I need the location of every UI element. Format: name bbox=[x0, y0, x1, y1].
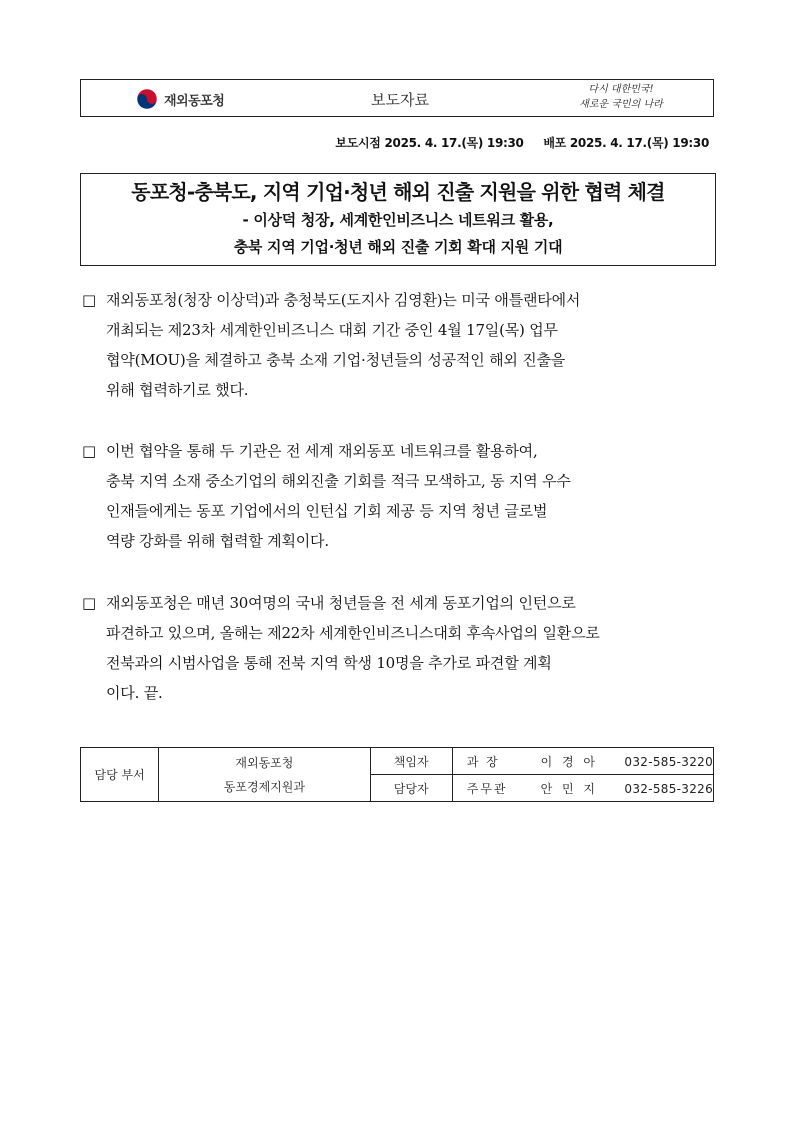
document-type-label: 보도자료 bbox=[371, 91, 429, 109]
contact-person bbox=[452, 775, 713, 802]
paragraph-line: 파견하고 있으며, 올해는 제22차 세계한인비즈니스대회 후속사업의 일환으로 bbox=[106, 624, 600, 642]
contact-phone: 032-585-3220 bbox=[624, 754, 713, 769]
paragraph-line: 전북과의 시범사업을 통해 전북 지역 학생 10명을 추가로 파견할 계획 bbox=[106, 654, 552, 672]
paragraph-line: 역량 강화를 위해 협력할 계획이다. bbox=[106, 532, 329, 550]
department-label: 담당 부서 bbox=[81, 748, 159, 802]
department-agency: 재외동포청 bbox=[235, 755, 294, 770]
contact-title: 주무관 bbox=[466, 781, 508, 796]
contact-title: 과 장 bbox=[466, 754, 500, 769]
contact-table bbox=[80, 747, 714, 802]
paragraph-line: 재외동포청은 매년 30여명의 국내 청년들을 전 세계 동포기업의 인턴으로 bbox=[106, 594, 576, 612]
distribution-value: 2025. 4. 17.(목) 19:30 bbox=[569, 136, 709, 150]
slogan-line-1: 다시 대한민국! bbox=[588, 84, 654, 95]
paragraph-line: 위해 협력하기로 했다. bbox=[106, 381, 249, 399]
paragraph-line: 이번 협약을 통해 두 기관은 전 세계 재외동포 네트워크를 활용하여, bbox=[106, 442, 538, 460]
main-title: 동포청-충북도, 지역 기업·청년 해외 진출 지원을 위한 협력 체결 bbox=[131, 180, 665, 204]
taegeuk-logo-icon bbox=[136, 88, 158, 110]
body-paragraph-2 bbox=[82, 436, 716, 556]
contact-role: 책임자 bbox=[370, 748, 452, 775]
agency-logo-text: 재외동포청 bbox=[164, 93, 225, 109]
contact-name: 이 경 아 bbox=[540, 754, 598, 769]
subtitle-line-2: 충북 지역 기업·청년 해외 진출 기회 확대 지원 기대 bbox=[233, 238, 563, 256]
distribution-label: 배포 bbox=[543, 136, 566, 150]
paragraph-line: 협약(MOU)을 체결하고 충북 소재 기업·청년들의 성공적인 해외 진출을 bbox=[106, 351, 566, 369]
department-name bbox=[159, 748, 370, 802]
contact-role: 담당자 bbox=[370, 775, 452, 802]
title-box bbox=[80, 173, 716, 266]
paragraph-line: 재외동포청(청장 이상덕)과 충청북도(도지사 김영환)는 미국 애틀랜타에서 bbox=[106, 291, 581, 309]
paragraph-line: 충북 지역 소재 중소기업의 해외진출 기회를 적극 모색하고, 동 지역 우수 bbox=[106, 472, 571, 490]
bullet-box-icon: □ bbox=[82, 594, 96, 612]
release-time-label: 보도시점 bbox=[335, 136, 381, 150]
bullet-box-icon: □ bbox=[82, 442, 96, 460]
slogan bbox=[566, 82, 676, 112]
release-info bbox=[335, 134, 709, 151]
release-time-value: 2025. 4. 17.(목) 19:30 bbox=[384, 136, 524, 150]
contact-row bbox=[81, 748, 714, 775]
contact-phone: 032-585-3226 bbox=[624, 781, 713, 796]
agency-logo bbox=[136, 88, 224, 110]
subtitle-line-1: - 이상덕 청장, 세계한인비즈니스 네트워크 활용, bbox=[242, 211, 554, 229]
slogan-line-2: 새로운 국민의 나라 bbox=[579, 99, 663, 110]
header-box bbox=[80, 79, 714, 117]
paragraph-line: 개최되는 제23차 세계한인비즈니스 대회 기간 중인 4월 17일(목) 업무 bbox=[106, 321, 558, 339]
bullet-box-icon: □ bbox=[82, 291, 96, 309]
department-division: 동포경제지원과 bbox=[223, 779, 305, 794]
body-paragraph-1 bbox=[82, 285, 716, 405]
contact-name: 안 민 지 bbox=[540, 781, 598, 796]
paragraph-line: 인재들에게는 동포 기업에서의 인턴십 기회 제공 등 지역 청년 글로벌 bbox=[106, 502, 548, 520]
paragraph-line: 이다. 끝. bbox=[106, 684, 163, 702]
contact-person bbox=[452, 748, 713, 775]
body-paragraph-3 bbox=[82, 588, 716, 708]
